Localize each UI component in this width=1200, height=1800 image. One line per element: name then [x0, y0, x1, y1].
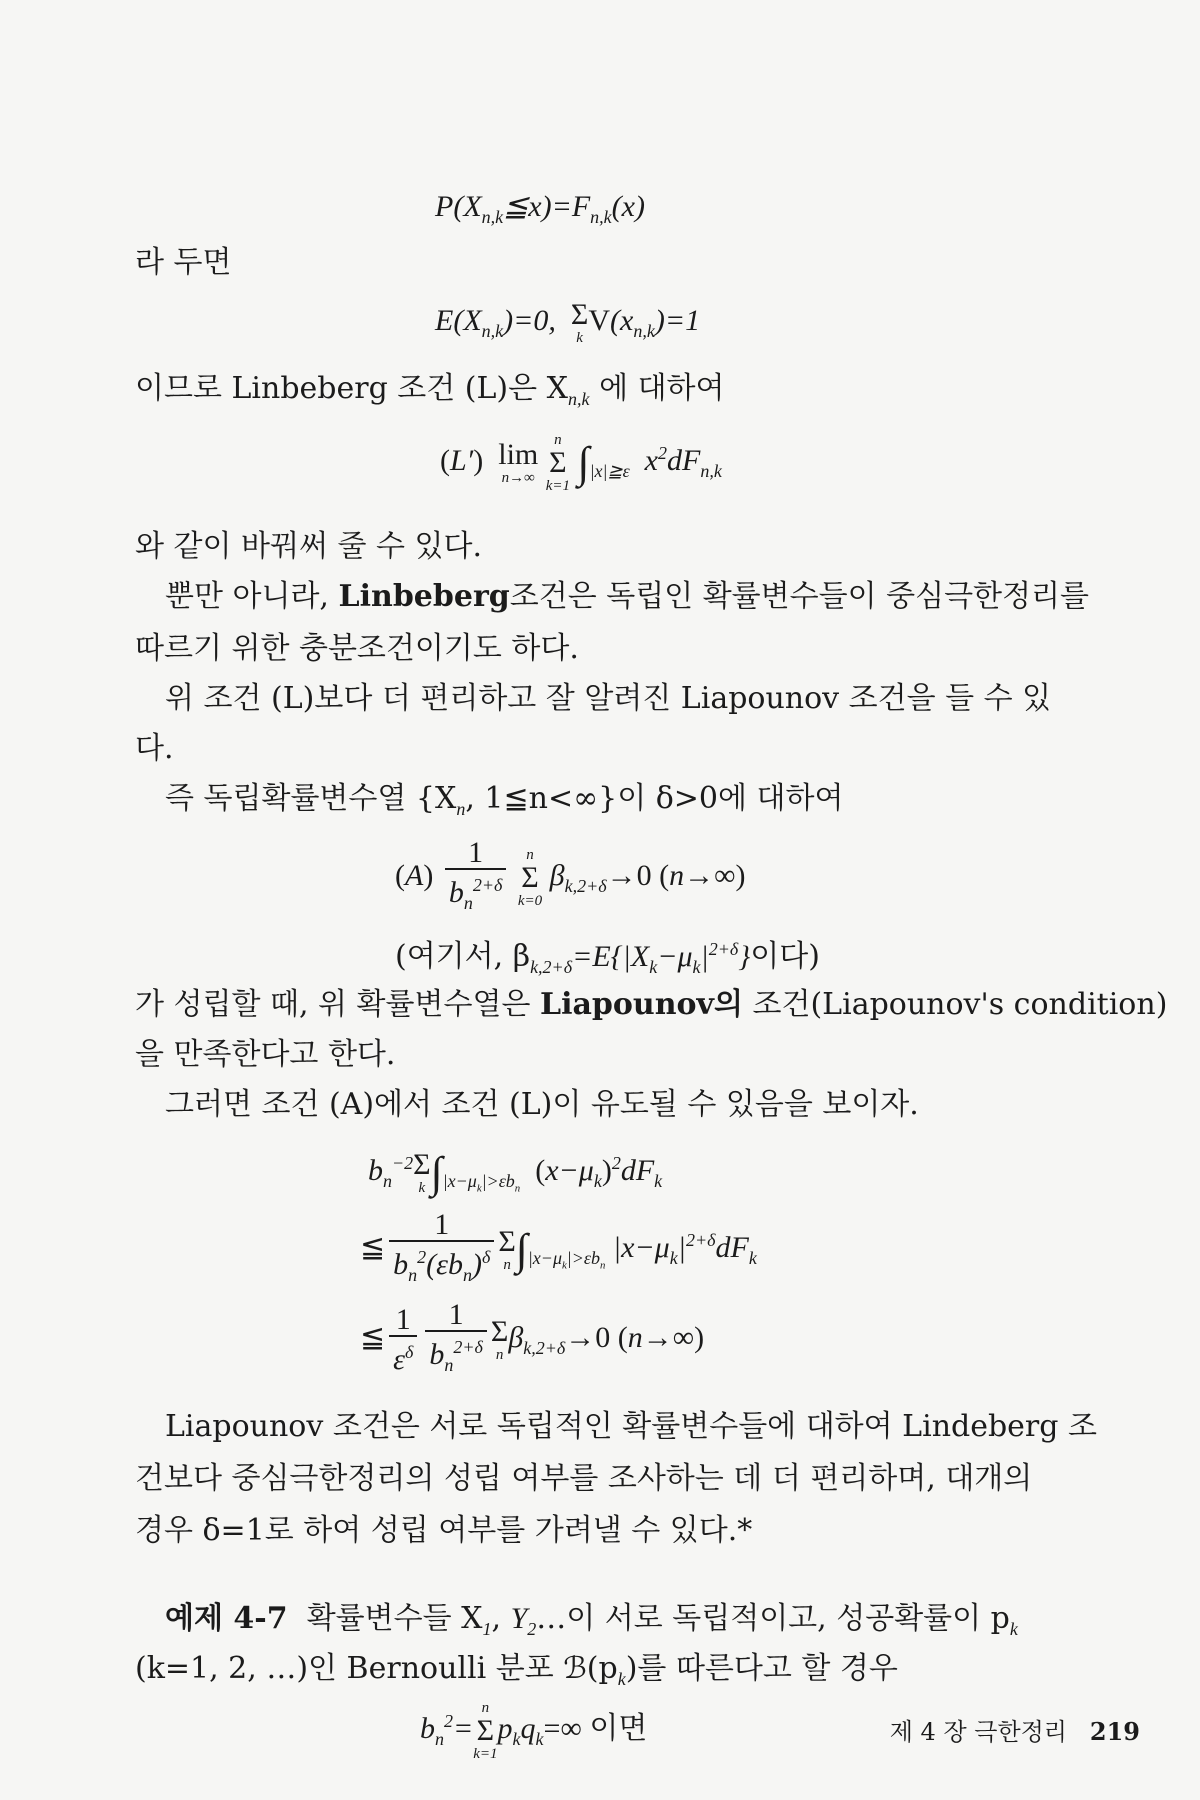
text-line: (k=1, 2, …)인 Bernoulli 분포 $ℬ(p_k)$를 따른다고 할 경우: [135, 1651, 898, 1689]
text-line: 라 두면: [135, 245, 232, 280]
text-line: 위 조건 (L)보다 더 편리하고 잘 알려진 Liapounov 조건을 들 수 있: [165, 681, 1052, 716]
text-line: 와 같이 바꿔써 줄 수 있다.: [135, 529, 483, 564]
text-line: 을 만족한다고 한다.: [135, 1037, 396, 1072]
chapter-title: 제 4 장 극한정리: [889, 1718, 1067, 1746]
page-number: 219: [1089, 1717, 1140, 1746]
text-line: 뿐만 아니라, Linbeberg조건은 독립인 확률변수들이 중심극한정리를: [165, 579, 1089, 614]
equation-liapounov: (A) $\frac{1}{b_n^{2+\delta}}$ n Σ k=0 $\beta_{k,2+\delta}\to 0$ (n→∞): [395, 836, 746, 913]
example-heading: 예제 4-7 확률변수들 $X_1$, $Y_2\dots$이 서로 독립적이고, 성공확률이 $p_k$: [165, 1601, 1018, 1639]
equation-expectation: $E(X_{n,k})=0$, Σ k $V(x_{n,k})=1$: [435, 298, 701, 346]
equation-bn-squared: $b_n^2=$ n Σ k=1 $p_kq_k=\infty$ 이면: [420, 1700, 648, 1762]
text-line: (여기서, $\beta_{k,2+\delta}=E\{|X_k-\mu_k|^{2+\delta}\}$이다): [395, 939, 820, 977]
text-line: 즉 독립확률변수열 {$X_n$, 1≦n<∞}이 δ>0에 대하여: [165, 781, 844, 819]
equation-cdf: $P(X_{n,k}≦x)=F_{n,k}(x)$: [435, 190, 645, 227]
page-footer: [890, 1712, 1140, 1747]
text-line: 가 성립할 때, 위 확률변수열은 Liapounov의 조건(Liapounov's condition): [135, 987, 1168, 1022]
text-line: 다.: [135, 731, 174, 766]
text-line: 이므로 Linbeberg 조건 (L)은 $X_{n,k}$ 에 대하여: [135, 371, 725, 409]
text-line: 경우 δ=1로 하여 성립 여부를 가려낼 수 있다.*: [135, 1513, 753, 1548]
equation-derivation-3: ≦ $\frac{1}{\varepsilon^\delta}$ $\frac{1}{b_n^{2+\delta}}$ Σ n $\beta_{k,2+\delta}\to 0$ (n→∞): [360, 1298, 705, 1376]
equation-lindeberg-prime: (L′) lim n→∞ n Σ k=1 $\int_{|x|≧\varepsilon}$ $x^2dF_{n,k}$: [440, 432, 722, 494]
text-line: 건보다 중심극한정리의 성립 여부를 조사하는 데 더 편리하며, 대개의: [135, 1461, 1033, 1496]
text-line: 따르기 위한 충분조건이기도 하다.: [135, 631, 579, 666]
text-line: Liapounov 조건은 서로 독립적인 확률변수들에 대하여 Lindeberg 조: [165, 1409, 1097, 1444]
equation-derivation-2: ≦ $\frac{1}{b_n^2(\varepsilon b_n)^\delta}$ Σ n $\int_{|x-\mu_k|>\varepsilon b_n}$ $|x-\mu_k|^{2+\delta}dF_k$: [360, 1208, 757, 1285]
text-line: 그러면 조건 (A)에서 조건 (L)이 유도될 수 있음을 보이자.: [165, 1087, 919, 1122]
equation-derivation-1: $b_n^{-2}$ Σ k $\int_{|x-\mu_k|>\varepsilon b_n}$ $(x-\mu_k)^2dF_k$: [368, 1148, 663, 1198]
